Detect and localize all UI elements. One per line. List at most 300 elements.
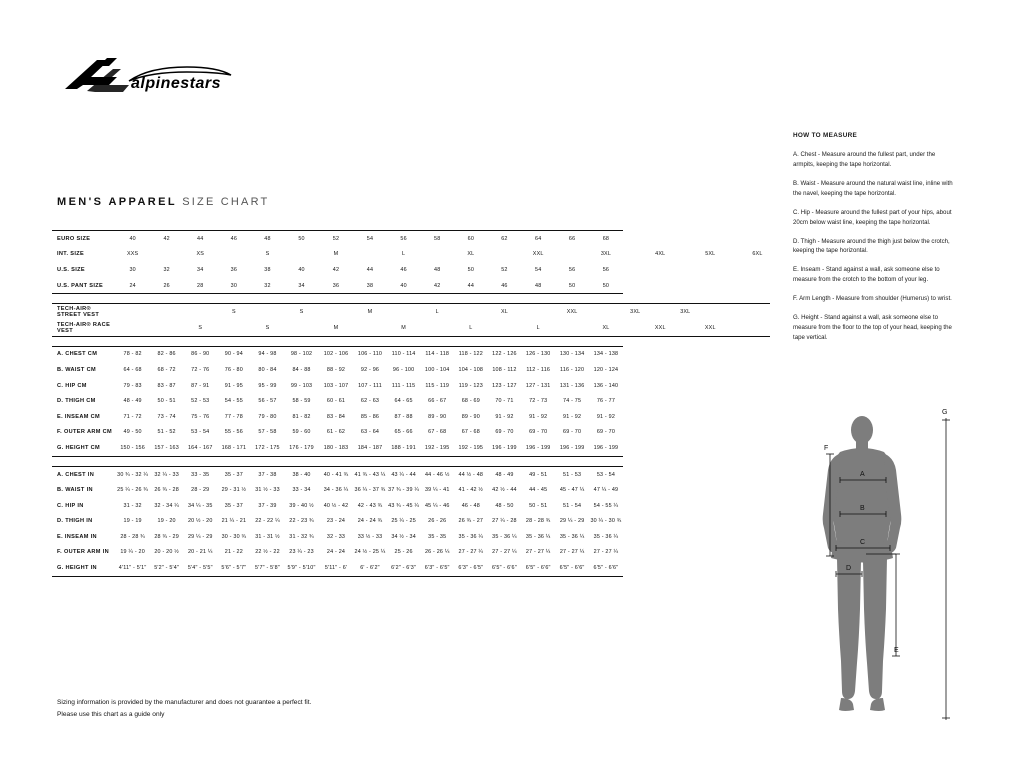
figure-label-b: B bbox=[860, 505, 865, 512]
table-cell: 123 - 127 bbox=[492, 382, 517, 389]
table-cell: 19 ¼ - 20 bbox=[120, 549, 145, 556]
table-cell: 39 - 40 ½ bbox=[289, 502, 314, 509]
how-to-item-inseam: E. Inseam - Stand against a wall, ask someone else to measure from the crotch to the bottom of your leg. bbox=[793, 266, 940, 284]
table-cell: 114 - 118 bbox=[420, 346, 454, 362]
table-cell: 62 bbox=[488, 231, 522, 247]
table-cell: L bbox=[521, 320, 555, 336]
table-cell: 27 - 27 ¼ bbox=[492, 549, 517, 556]
figure-label-c: C bbox=[860, 539, 866, 546]
table-cell: 102 - 106 bbox=[319, 346, 353, 362]
table-cell: 35 - 35 bbox=[428, 533, 447, 540]
table-cell: 49 - 50 bbox=[123, 429, 142, 436]
table-row-label: B. WAIST CM bbox=[57, 366, 96, 373]
table-cell: 32 bbox=[251, 278, 285, 294]
table-cell: 131 - 136 bbox=[559, 382, 585, 389]
table-row-label: A. CHEST CM bbox=[52, 346, 115, 362]
table-row-label: D. THIGH IN bbox=[57, 518, 93, 525]
table-cell: 96 - 100 bbox=[392, 366, 415, 373]
table-cell: 54 bbox=[353, 231, 387, 247]
table-cell bbox=[673, 247, 698, 263]
table-cell: L bbox=[454, 320, 488, 336]
table-cell: 6'5" - 6'6" bbox=[488, 560, 522, 576]
table-cell: 188 - 191 bbox=[387, 440, 421, 456]
table-cell: 164 - 167 bbox=[183, 440, 217, 456]
table-cell: 60 - 61 bbox=[326, 398, 346, 405]
table-cell: S bbox=[284, 304, 319, 320]
table-cell: 48 bbox=[251, 231, 285, 247]
table-cell: 27 - 27 ¼ bbox=[593, 549, 619, 556]
table-cell: 63 - 64 bbox=[360, 429, 380, 436]
table-cell: S bbox=[251, 320, 285, 336]
table-cell: 72 - 73 bbox=[529, 398, 548, 405]
table-cell: 50 bbox=[589, 278, 623, 294]
table-cell: 91 - 92 bbox=[529, 413, 548, 420]
table-cell bbox=[353, 247, 387, 263]
table-cell bbox=[115, 304, 149, 320]
table-cell: 40 ½ - 42 bbox=[323, 502, 349, 509]
table-cell: 180 - 183 bbox=[319, 440, 353, 456]
table-row bbox=[52, 482, 770, 498]
table-cell: 46 - 48 bbox=[461, 502, 480, 509]
table-cell: 20 - 21 ¼ bbox=[187, 549, 213, 556]
how-to-item-chest: A. Chest - Measure around the fullest part, under the armpits, keeping the tape horizontal. bbox=[793, 151, 936, 169]
table-row-label: C. HIP IN bbox=[57, 502, 84, 509]
table-row bbox=[52, 320, 770, 336]
table-cell: 3XL bbox=[623, 304, 648, 320]
table-cell: 91 - 92 bbox=[596, 413, 616, 420]
table-cell: 37 - 38 bbox=[251, 466, 285, 482]
table-row bbox=[52, 560, 770, 576]
table-row-label: TECH-AIR® STREET VEST bbox=[52, 304, 115, 320]
table-cell: 19 - 20 bbox=[157, 518, 176, 525]
table-cell bbox=[648, 304, 673, 320]
table-cell: 45 - 47 ¼ bbox=[559, 487, 585, 494]
table-cell: 118 - 122 bbox=[454, 346, 488, 362]
table-cell: 64 bbox=[521, 231, 555, 247]
table-cell: 31 - 32 ¾ bbox=[289, 533, 314, 540]
figure-label-a: A bbox=[860, 471, 865, 478]
table-cell: 30 - 30 ¾ bbox=[221, 533, 247, 540]
table-cell: 24 ½ - 25 ¼ bbox=[354, 549, 386, 556]
table-cell: 28 bbox=[183, 278, 217, 294]
table-cell bbox=[488, 247, 522, 263]
table-cell: 33 - 35 bbox=[183, 466, 217, 482]
table-cell: 35 - 36 ¼ bbox=[525, 533, 551, 540]
table-cell: 111 - 115 bbox=[391, 382, 416, 389]
table-cell: 85 - 86 bbox=[360, 413, 380, 420]
table-cell: 81 - 82 bbox=[292, 413, 311, 420]
how-to-item-hip: C. Hip - Measure around the fullest part of your hips, about 20cm below waist line, keeping the tape horizontal. bbox=[793, 208, 952, 226]
table-cell: 56 bbox=[602, 266, 610, 273]
table-cell: 40 bbox=[115, 231, 149, 247]
table-cell: 157 - 163 bbox=[150, 440, 184, 456]
table-cell: 78 - 82 bbox=[115, 346, 149, 362]
table-cell: 82 - 86 bbox=[150, 346, 184, 362]
table-cell: 27 - 27 ¼ bbox=[559, 549, 585, 556]
table-cell: 38 bbox=[353, 278, 387, 294]
table-cell: 119 - 123 bbox=[458, 382, 483, 389]
table-cell: 91 - 95 bbox=[224, 382, 243, 389]
table-cell bbox=[723, 304, 745, 320]
table-cell: 6'3" - 6'5" bbox=[420, 560, 454, 576]
how-to-item-thigh: D. Thigh - Measure around the thigh just below the crotch, keeping the tape horizontal. bbox=[793, 237, 950, 255]
table-cell: 107 - 111 bbox=[358, 382, 382, 389]
table-cell: 196 - 199 bbox=[488, 440, 522, 456]
table-cell: 35 - 36 ¼ bbox=[593, 533, 619, 540]
table-cell bbox=[673, 320, 698, 336]
table-row-label: U.S. PANT SIZE bbox=[52, 278, 115, 294]
table-cell: 115 - 119 bbox=[425, 382, 450, 389]
page-title bbox=[57, 196, 269, 208]
table-cell: 26 ¾ - 27 bbox=[458, 518, 484, 525]
page-title-bold: MEN'S APPAREL bbox=[57, 196, 177, 208]
table-cell bbox=[488, 320, 522, 336]
table-cell: 28 - 28 ¾ bbox=[120, 533, 145, 540]
page-title-light: SIZE CHART bbox=[182, 196, 270, 208]
how-to-measure-heading: HOW TO MEASURE bbox=[793, 132, 858, 139]
table-cell: 21 ¼ - 21 bbox=[221, 518, 247, 525]
table-cell: 91 - 92 bbox=[495, 413, 514, 420]
table-cell: 36 ¼ - 37 ¾ bbox=[354, 487, 386, 494]
table-cell: 27 - 27 ¼ bbox=[458, 549, 484, 556]
table-cell: 130 - 134 bbox=[555, 346, 589, 362]
table-cell: 68 bbox=[589, 231, 623, 247]
table-cell: XXL bbox=[532, 251, 544, 258]
table-cell: 32 - 34 ¼ bbox=[154, 502, 179, 509]
table-cell: 87 - 91 bbox=[191, 382, 210, 389]
table-cell: 25 ¼ - 26 ¾ bbox=[117, 487, 149, 494]
table-cell: 22 ½ - 22 bbox=[255, 549, 280, 556]
table-cell: 43 ¼ - 44 bbox=[387, 466, 421, 482]
table-cell: 54 - 55 ¼ bbox=[593, 502, 619, 509]
table-cell: 69 - 70 bbox=[529, 429, 548, 436]
table-cell: 79 - 80 bbox=[258, 413, 277, 420]
table-cell bbox=[387, 304, 421, 320]
table-cell: 35 - 36 ¼ bbox=[559, 533, 585, 540]
table-cell: 56 bbox=[568, 266, 576, 273]
table-row-label: C. HIP CM bbox=[57, 382, 87, 389]
how-to-item-height: G. Height - Stand against a wall, ask someone else to measure from the floor to the top of your head, keeping the tape vertical. bbox=[793, 313, 952, 341]
table-cell: 116 - 120 bbox=[560, 366, 585, 373]
table-row bbox=[52, 545, 770, 561]
table-cell bbox=[183, 304, 217, 320]
table-cell bbox=[555, 320, 589, 336]
size-chart-table bbox=[52, 230, 770, 577]
figure-label-g: G bbox=[942, 409, 948, 416]
table-cell: 73 - 74 bbox=[157, 413, 176, 420]
table-cell: 48 bbox=[521, 278, 555, 294]
table-cell: 89 - 90 bbox=[461, 413, 480, 420]
table-cell: 23 - 24 bbox=[326, 518, 346, 525]
table-row bbox=[52, 278, 770, 294]
table-cell: 33 ½ - 33 bbox=[357, 533, 383, 540]
table-cell: 49 - 51 bbox=[521, 466, 555, 482]
table-row-label: E. INSEAM CM bbox=[57, 413, 101, 420]
figure-label-f: F bbox=[824, 445, 829, 452]
table-row bbox=[52, 247, 770, 263]
footer-line-1: Sizing information is provided by the manufacturer and does not guarantee a perfect fit. bbox=[57, 699, 312, 706]
table-cell: 120 - 124 bbox=[593, 366, 619, 373]
table-row bbox=[52, 440, 770, 456]
table-cell: 87 - 88 bbox=[394, 413, 413, 420]
table-cell: 172 - 175 bbox=[251, 440, 285, 456]
table-cell: M bbox=[353, 304, 387, 320]
table-cell: 52 - 53 bbox=[191, 398, 210, 405]
table-cell: 19 - 19 bbox=[123, 518, 142, 525]
table-cell: 6'5" - 6'6" bbox=[589, 560, 623, 576]
table-cell: 22 - 22 ¼ bbox=[255, 518, 280, 525]
table-cell: 100 - 104 bbox=[424, 366, 450, 373]
table-cell: L bbox=[402, 251, 406, 258]
table-cell bbox=[723, 247, 745, 263]
table-cell: 51 - 54 bbox=[563, 502, 582, 509]
table-cell: 42 - 43 ¾ bbox=[357, 502, 383, 509]
table-row bbox=[52, 378, 770, 394]
table-cell: XXS bbox=[126, 251, 139, 258]
table-cell: 51 - 53 bbox=[555, 466, 589, 482]
table-cell: 64 - 68 bbox=[123, 366, 142, 373]
table-cell bbox=[521, 304, 555, 320]
table-cell: 27 - 27 ¼ bbox=[525, 549, 551, 556]
table-cell: 42 bbox=[420, 278, 454, 294]
table-cell bbox=[589, 304, 623, 320]
table-cell: 89 - 90 bbox=[428, 413, 447, 420]
table-cell: 30 ¾ - 32 ¼ bbox=[115, 466, 149, 482]
table-cell: 79 - 83 bbox=[123, 382, 142, 389]
table-cell: 98 - 102 bbox=[284, 346, 319, 362]
table-cell: 50 bbox=[284, 231, 319, 247]
table-cell: 196 - 199 bbox=[589, 440, 623, 456]
table-cell: M bbox=[333, 251, 339, 258]
table-cell: XXL bbox=[555, 304, 589, 320]
table-cell: 184 - 187 bbox=[353, 440, 387, 456]
table-cell bbox=[454, 304, 488, 320]
table-cell: XXL bbox=[698, 320, 723, 336]
table-spacer-row bbox=[52, 336, 770, 346]
table-cell: XL bbox=[467, 251, 475, 258]
table-cell: 27 ¼ - 28 bbox=[492, 518, 517, 525]
table-row bbox=[52, 262, 770, 278]
table-cell: 92 - 96 bbox=[360, 366, 380, 373]
table-cell: 42 ½ - 44 bbox=[492, 487, 517, 494]
table-cell: 6'5" - 6'6" bbox=[521, 560, 555, 576]
table-cell: 69 - 70 bbox=[596, 429, 616, 436]
table-cell: 35 - 36 ¼ bbox=[458, 533, 484, 540]
table-row-label: F. OUTER ARM IN bbox=[57, 549, 109, 556]
table-cell: 88 - 92 bbox=[326, 366, 346, 373]
table-cell: 56 - 57 bbox=[258, 398, 277, 405]
footer-disclaimer bbox=[57, 697, 311, 720]
table-row bbox=[52, 346, 770, 362]
table-cell: 6'2" - 6'3" bbox=[387, 560, 421, 576]
table-cell: M bbox=[387, 320, 421, 336]
table-row bbox=[52, 231, 770, 247]
table-cell: 22 - 23 ¾ bbox=[289, 518, 314, 525]
table-cell: 45 ¼ - 46 bbox=[424, 502, 450, 509]
table-cell: 75 - 76 bbox=[191, 413, 210, 420]
table-cell: 5XL bbox=[705, 251, 716, 258]
table-cell: 112 - 116 bbox=[526, 366, 551, 373]
table-cell: 127 - 131 bbox=[525, 382, 551, 389]
table-cell: 56 bbox=[387, 231, 421, 247]
table-row-label: F. OUTER ARM CM bbox=[57, 429, 113, 436]
table-cell: 55 - 56 bbox=[224, 429, 243, 436]
table-cell: 5'4" - 5'5" bbox=[183, 560, 217, 576]
table-cell: 21 - 22 bbox=[224, 549, 243, 556]
table-cell: 95 - 99 bbox=[258, 382, 277, 389]
table-cell: 26 bbox=[150, 278, 184, 294]
table-cell bbox=[217, 247, 251, 263]
table-cell: M bbox=[319, 320, 353, 336]
table-cell: 108 - 112 bbox=[492, 366, 517, 373]
table-spacer-row bbox=[52, 456, 770, 466]
table-cell: 53 - 54 bbox=[589, 466, 623, 482]
table-cell: 20 - 20 ½ bbox=[154, 549, 179, 556]
table-cell: 26 ¾ - 28 bbox=[154, 487, 179, 494]
table-cell: 25 - 26 bbox=[394, 549, 413, 556]
table-cell bbox=[420, 320, 454, 336]
table-cell bbox=[284, 320, 319, 336]
table-cell: 4'11" - 5'1" bbox=[115, 560, 149, 576]
table-cell: 48 - 49 bbox=[123, 398, 142, 405]
table-cell: 44 - 46 ½ bbox=[420, 466, 454, 482]
table-cell bbox=[353, 320, 387, 336]
table-cell: 34 - 36 ¼ bbox=[323, 487, 349, 494]
table-cell: 44 ½ - 48 bbox=[454, 466, 488, 482]
table-cell: 71 - 72 bbox=[123, 413, 142, 420]
table-cell bbox=[745, 320, 770, 336]
body-measurement-figure bbox=[800, 408, 960, 728]
table-cell: 34 ½ - 34 bbox=[391, 533, 416, 540]
table-row-label: INT. SIZE bbox=[57, 251, 85, 258]
table-cell: 40 - 41 ¾ bbox=[319, 466, 353, 482]
table-cell: S bbox=[183, 320, 217, 336]
table-cell: 24 - 24 bbox=[326, 549, 346, 556]
table-row bbox=[52, 393, 770, 409]
table-cell: 36 bbox=[319, 278, 353, 294]
table-cell: 77 - 78 bbox=[224, 413, 243, 420]
table-cell: 110 - 114 bbox=[387, 346, 421, 362]
how-to-item-waist: B. Waist - Measure around the natural waist line, inline with the navel, keeping the tape horizontal. bbox=[793, 180, 953, 197]
table-cell: 86 - 90 bbox=[183, 346, 217, 362]
table-cell: 29 ¼ - 29 bbox=[559, 518, 585, 525]
table-cell: 44 bbox=[366, 266, 374, 273]
table-cell: 29 - 31 ½ bbox=[221, 487, 247, 494]
table-cell bbox=[115, 320, 149, 336]
table-cell: 50 - 51 bbox=[529, 502, 548, 509]
table-cell bbox=[698, 304, 723, 320]
table-cell: 48 - 50 bbox=[495, 502, 514, 509]
table-cell: 84 - 88 bbox=[292, 366, 311, 373]
table-cell: 192 - 195 bbox=[454, 440, 488, 456]
table-cell: 42 bbox=[332, 266, 340, 273]
table-row bbox=[52, 409, 770, 425]
table-cell: 168 - 171 bbox=[217, 440, 251, 456]
table-cell: 35 - 36 ¼ bbox=[492, 533, 517, 540]
footer-line-2: Please use this chart as a guide only bbox=[57, 710, 165, 718]
table-cell: 46 bbox=[488, 278, 522, 294]
table-cell: 44 bbox=[454, 278, 488, 294]
how-to-item-arm-length: F. Arm Length - Measure from shoulder (Humerus) to wrist. bbox=[793, 294, 952, 302]
table-cell: 50 bbox=[467, 266, 475, 273]
figure-label-d: D bbox=[846, 565, 852, 572]
table-cell: 30 bbox=[217, 278, 251, 294]
alpinestars-logo bbox=[57, 55, 237, 100]
table-cell: 25 ¼ - 25 bbox=[391, 518, 416, 525]
table-cell: 6XL bbox=[752, 251, 763, 258]
table-cell: XL bbox=[589, 320, 623, 336]
table-cell: 104 - 108 bbox=[458, 366, 484, 373]
table-cell: 33 - 34 bbox=[292, 487, 311, 494]
table-cell: 57 - 58 bbox=[258, 429, 277, 436]
table-cell: 34 bbox=[284, 278, 319, 294]
table-cell: 37 ¾ - 39 ¼ bbox=[388, 487, 420, 494]
table-cell: S bbox=[217, 304, 251, 320]
table-cell: 69 - 70 bbox=[495, 429, 514, 436]
table-cell: 20 ½ - 20 bbox=[187, 518, 213, 525]
table-cell: 5'9" - 5'10" bbox=[284, 560, 319, 576]
table-cell: 43 ¾ - 45 ¼ bbox=[388, 502, 420, 509]
table-row bbox=[52, 466, 770, 482]
table-spacer-row bbox=[52, 294, 770, 304]
table-cell: 28 - 29 bbox=[191, 487, 210, 494]
table-cell: 47 ¼ - 49 bbox=[593, 487, 619, 494]
table-cell: 72 - 76 bbox=[191, 366, 210, 373]
table-cell: 99 - 103 bbox=[290, 382, 313, 389]
table-cell: 76 - 77 bbox=[596, 398, 616, 405]
table-row bbox=[52, 304, 770, 320]
table-cell: 29 ¼ - 29 bbox=[187, 533, 213, 540]
table-cell: 34 ¼ - 35 bbox=[187, 502, 213, 509]
table-cell: 60 bbox=[454, 231, 488, 247]
table-row bbox=[52, 425, 770, 441]
table-cell: 52 bbox=[501, 266, 508, 273]
table-cell: 126 - 130 bbox=[521, 346, 555, 362]
table-cell: 3XL bbox=[673, 304, 698, 320]
table-cell: 68 - 69 bbox=[461, 398, 480, 405]
table-row-label: G. HEIGHT CM bbox=[52, 440, 115, 456]
table-cell: 5'7" - 5'8" bbox=[251, 560, 285, 576]
table-cell: 70 - 71 bbox=[495, 398, 514, 405]
table-cell: 134 - 138 bbox=[589, 346, 623, 362]
table-cell: 46 bbox=[400, 266, 407, 273]
table-cell: 40 bbox=[387, 278, 421, 294]
table-cell: 74 - 75 bbox=[563, 398, 582, 405]
table-cell: 94 - 98 bbox=[251, 346, 285, 362]
table-cell: 54 - 55 bbox=[224, 398, 243, 405]
table-cell bbox=[745, 304, 770, 320]
table-cell: 5'2" - 5'4" bbox=[150, 560, 184, 576]
table-cell: 66 - 67 bbox=[428, 398, 447, 405]
table-cell: 53 - 54 bbox=[191, 429, 210, 436]
table-cell: 6'3" - 6'5" bbox=[454, 560, 488, 576]
table-cell: 67 - 68 bbox=[428, 429, 447, 436]
table-cell: 35 - 37 bbox=[224, 502, 243, 509]
table-cell: 51 - 52 bbox=[157, 429, 176, 436]
table-cell: 5'11" - 6' bbox=[319, 560, 353, 576]
table-row-label: D. THIGH CM bbox=[57, 398, 96, 405]
table-cell: 42 bbox=[150, 231, 184, 247]
table-cell: 106 - 110 bbox=[353, 346, 387, 362]
table-row-label: G. HEIGHT IN bbox=[52, 560, 115, 576]
table-cell: L bbox=[420, 304, 454, 320]
table-row-label: U.S. SIZE bbox=[57, 266, 86, 273]
table-cell: S bbox=[265, 251, 270, 258]
table-cell: 150 - 156 bbox=[115, 440, 149, 456]
table-cell: 80 - 84 bbox=[258, 366, 277, 373]
table-cell: 103 - 107 bbox=[323, 382, 349, 389]
table-cell: 5'6" - 5'7" bbox=[217, 560, 251, 576]
